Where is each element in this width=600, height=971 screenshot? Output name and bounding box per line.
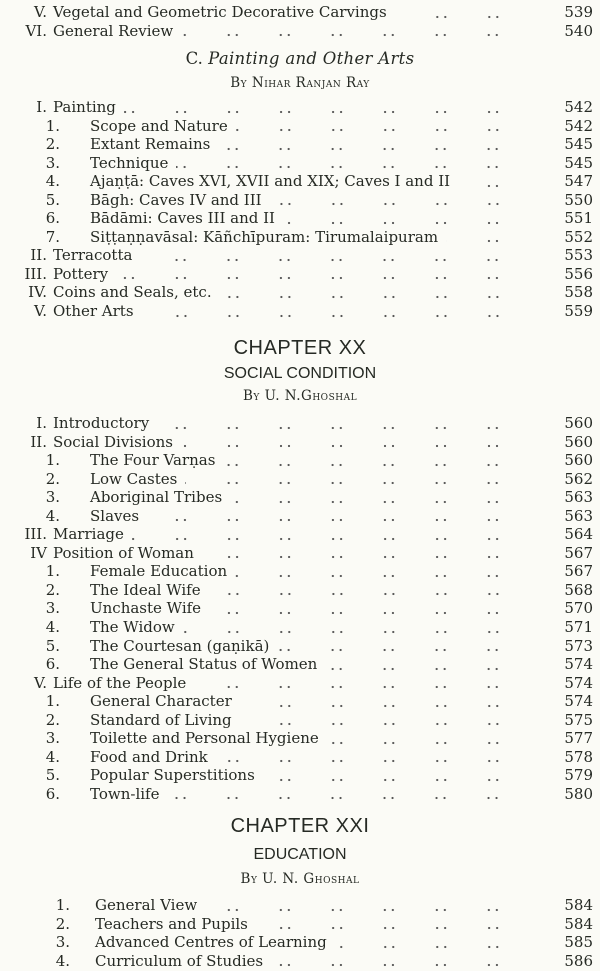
toc-entry <box>0 414 600 433</box>
page-number: 545 <box>564 153 593 172</box>
entry-title: Technique <box>90 153 169 172</box>
toc-entry <box>0 488 600 507</box>
toc-entry <box>0 302 600 321</box>
page-number: 547 <box>564 172 593 191</box>
entry-number: 1. <box>55 896 70 914</box>
entry-title: Ajaṇṭā: Caves XVI, XVII and XIX; Caves I and II <box>90 172 451 191</box>
toc-entry <box>0 507 600 526</box>
page-number: 542 <box>564 116 593 135</box>
toc-entry <box>0 618 600 637</box>
chapter-20-contents <box>0 414 600 803</box>
toc-entry <box>0 228 600 247</box>
dot-leader <box>270 191 537 210</box>
dot-leader <box>132 525 537 544</box>
chapter-21-byline: By U. N. Ghoshal <box>240 871 360 887</box>
page-number: 539 <box>564 3 593 21</box>
entry-title: The Four Varṇas <box>90 451 216 470</box>
toc-entry <box>0 915 600 934</box>
toc-entry <box>0 525 600 544</box>
entry-title: Coins and Seals, etc. <box>53 283 212 302</box>
section-title: Painting and Other Arts <box>208 49 415 68</box>
page-number: 545 <box>564 135 593 154</box>
entry-number: 2. <box>45 135 60 154</box>
entry-title: Advanced Centres of Learning <box>95 933 327 952</box>
entry-number: 6. <box>45 209 60 228</box>
toc-entry <box>0 22 600 41</box>
entry-number: 1. <box>45 562 60 581</box>
chapter-20-label: CHAPTER XX <box>233 337 367 359</box>
page-number: 550 <box>564 190 593 209</box>
toc-entry <box>0 896 600 915</box>
toc-entry <box>0 933 600 952</box>
toc-entry <box>0 655 600 674</box>
entry-number: V. <box>34 302 47 321</box>
entry-title: The Widow <box>90 618 175 637</box>
dot-leader <box>216 748 537 767</box>
toc-entry <box>0 637 600 656</box>
page-number: 574 <box>564 655 593 674</box>
toc-entry <box>0 154 600 173</box>
entry-number: II. <box>30 432 47 451</box>
dot-leader <box>167 785 537 804</box>
page-number: 556 <box>564 264 593 283</box>
entry-number: I. <box>36 414 47 432</box>
entry-title: General View <box>95 896 198 914</box>
entry-number: V. <box>34 3 47 21</box>
entry-title: Painting <box>53 98 116 116</box>
entry-title: Town-life <box>90 784 160 803</box>
toc-entry <box>0 265 600 284</box>
entry-title: Position of Woman <box>53 543 194 562</box>
entry-title: Toilette and Personal Hygiene <box>90 729 319 748</box>
entry-title: General Review <box>53 21 174 40</box>
entry-number: IV <box>30 543 47 562</box>
dot-leader <box>185 470 537 489</box>
toc-entry <box>0 562 600 581</box>
entry-title: The General Status of Women <box>90 655 318 674</box>
section-c-heading <box>0 49 600 68</box>
dot-leader <box>271 952 537 971</box>
page-number: 567 <box>564 543 593 562</box>
page-number: 570 <box>564 599 593 618</box>
dot-leader <box>263 766 537 785</box>
entry-title: Popular Superstitions <box>90 766 255 785</box>
entry-number: 2. <box>45 580 60 599</box>
toc-entry <box>0 283 600 302</box>
dot-leader <box>157 414 537 433</box>
entry-title: Female Education <box>90 562 228 581</box>
dot-leader <box>446 228 537 247</box>
entry-title: Standard of Living <box>90 710 232 729</box>
chapter-21-label: CHAPTER XXI <box>230 815 370 837</box>
entry-number: I. <box>36 98 47 116</box>
toc-entry <box>0 748 600 767</box>
section-c-contents <box>0 98 600 321</box>
dot-leader <box>395 3 537 22</box>
toc-entry <box>0 191 600 210</box>
page-number: 542 <box>564 98 593 116</box>
entry-number: 2. <box>55 914 70 933</box>
page-number: 560 <box>564 432 593 451</box>
toc-entry <box>0 599 600 618</box>
page-number: 574 <box>564 673 593 692</box>
entry-number: 1. <box>45 692 60 711</box>
section-b-tail <box>0 3 600 40</box>
entry-number: 5. <box>45 190 60 209</box>
entry-number: 5. <box>45 766 60 785</box>
toc-entry <box>0 451 600 470</box>
page-number: 540 <box>564 21 593 40</box>
entry-number: 4. <box>45 172 60 191</box>
entry-title: Terracotta <box>53 246 133 265</box>
page-number: 577 <box>564 729 593 748</box>
dot-leader <box>235 562 537 581</box>
page-number: 562 <box>564 469 593 488</box>
toc-entry <box>0 172 600 191</box>
entry-number: 2. <box>45 469 60 488</box>
dot-leader <box>183 618 537 637</box>
entry-title: Siṭṭaṇṇavāsal: Kāñchīpuram: Tirumalaipuram <box>90 227 439 246</box>
page-number: 585 <box>564 933 593 952</box>
dot-leader <box>181 22 537 41</box>
page-number: 558 <box>564 283 593 302</box>
toc-entry <box>0 98 600 117</box>
toc-entry <box>0 470 600 489</box>
dot-leader <box>176 154 537 173</box>
entry-number: 1. <box>45 116 60 135</box>
entry-title: General Character <box>90 692 232 711</box>
entry-title: The Ideal Wife <box>90 580 201 599</box>
section-c-byline: By Nihar Ranjan Ray <box>230 75 370 91</box>
page-number: 563 <box>564 506 593 525</box>
dot-leader <box>147 507 537 526</box>
dot-leader <box>202 544 537 563</box>
page-number: 584 <box>564 914 593 933</box>
dot-leader <box>327 729 537 748</box>
dot-leader <box>223 451 537 470</box>
entry-number: 6. <box>45 784 60 803</box>
entry-number: 4. <box>45 618 60 637</box>
chapter-20-byline: By U. N.Ghoshal <box>242 388 358 404</box>
dot-leader <box>458 172 537 191</box>
page-number: 580 <box>564 784 593 803</box>
entry-title: Unchaste Wife <box>90 599 202 618</box>
dot-leader <box>277 637 537 656</box>
toc-entry <box>0 674 600 693</box>
entry-number: IV. <box>28 283 47 302</box>
page-number: 553 <box>564 246 593 265</box>
page-number: 560 <box>564 451 593 470</box>
section-letter: C. <box>185 49 203 68</box>
page-number: 564 <box>564 525 593 544</box>
toc-entry <box>0 135 600 154</box>
toc-entry <box>0 711 600 730</box>
entry-title: Marriage <box>53 525 124 544</box>
toc-entry <box>0 952 600 971</box>
entry-title: Bāgh: Caves IV and III <box>90 190 262 209</box>
entry-title: Food and Drink <box>90 747 208 766</box>
entry-number: 3. <box>45 729 60 748</box>
dot-leader <box>283 209 537 228</box>
page-number: 559 <box>564 302 593 321</box>
entry-title: Social Divisions <box>53 432 173 451</box>
entry-title: The Courtesan (gaṇikā) <box>90 636 270 655</box>
page-number: 575 <box>564 710 593 729</box>
dot-leader <box>124 98 537 117</box>
chapter-21-title: EDUCATION <box>253 846 347 863</box>
page-number: 568 <box>564 580 593 599</box>
dot-leader <box>240 711 537 730</box>
page-number: 567 <box>564 562 593 581</box>
entry-title: Vegetal and Geometric Decorative Carvings <box>53 3 387 21</box>
entry-number: 4. <box>45 506 60 525</box>
toc-entry <box>0 581 600 600</box>
entry-number: V. <box>34 673 47 692</box>
page-number: 574 <box>564 692 593 711</box>
page-number: 551 <box>564 209 593 228</box>
dot-leader <box>218 135 537 154</box>
toc-entry <box>0 3 600 22</box>
dot-leader <box>209 581 537 600</box>
page-number: 586 <box>564 951 593 970</box>
entry-number: 4. <box>55 951 70 970</box>
dot-leader <box>205 896 537 915</box>
entry-number: 3. <box>45 488 60 507</box>
dot-leader <box>209 599 537 618</box>
entry-number: 3. <box>45 153 60 172</box>
dot-leader <box>240 692 537 711</box>
page-number: 563 <box>564 488 593 507</box>
dot-leader <box>142 302 537 321</box>
entry-title: Pottery <box>53 264 109 283</box>
entry-number: 7. <box>45 227 60 246</box>
dot-leader <box>194 674 537 693</box>
entry-title: Introductory <box>53 414 150 432</box>
entry-title: Extant Remains <box>90 135 211 154</box>
dot-leader <box>220 283 537 302</box>
entry-number: II. <box>30 246 47 265</box>
entry-title: Scope and Nature <box>90 116 228 135</box>
entry-number: 1. <box>45 451 60 470</box>
toc-entry <box>0 785 600 804</box>
entry-number: 5. <box>45 636 60 655</box>
toc-entry <box>0 209 600 228</box>
page-number: 571 <box>564 618 593 637</box>
page-number: 579 <box>564 766 593 785</box>
toc-entry <box>0 544 600 563</box>
page-number: 578 <box>564 747 593 766</box>
entry-title: Slaves <box>90 506 140 525</box>
page-number: 552 <box>564 227 593 246</box>
chapter-20-title: SOCIAL CONDITION <box>223 365 377 382</box>
toc-entry <box>0 433 600 452</box>
entry-number: 3. <box>55 933 70 952</box>
entry-title: Curriculum of Studies <box>95 951 264 970</box>
toc-entry <box>0 729 600 748</box>
dot-leader <box>181 433 537 452</box>
dot-leader <box>325 655 537 674</box>
entry-number: III. <box>24 264 47 283</box>
entry-number: 3. <box>45 599 60 618</box>
entry-number: 2. <box>45 710 60 729</box>
page-number: 584 <box>564 896 593 914</box>
dot-leader <box>230 488 537 507</box>
toc-entry <box>0 246 600 265</box>
toc-entry <box>0 117 600 136</box>
page-number: 573 <box>564 636 593 655</box>
entry-title: Life of the People <box>53 673 187 692</box>
entry-number: VI. <box>25 21 47 40</box>
dot-leader <box>116 265 537 284</box>
page-number: 560 <box>564 414 593 432</box>
entry-title: Teachers and Pupils <box>95 914 248 933</box>
entry-title: Other Arts <box>53 302 134 321</box>
dot-leader <box>236 117 537 136</box>
dot-leader <box>140 246 537 265</box>
dot-leader <box>335 933 537 952</box>
entry-title: Bādāmi: Caves III and II <box>90 209 275 228</box>
toc-entry <box>0 766 600 785</box>
entry-number: III. <box>24 525 47 544</box>
chapter-21-contents <box>0 896 600 970</box>
entry-number: 6. <box>45 655 60 674</box>
dot-leader <box>256 915 537 934</box>
entry-title: Low Castes <box>90 469 178 488</box>
entry-title: Aboriginal Tribes <box>90 488 223 507</box>
toc-entry <box>0 692 600 711</box>
entry-number: 4. <box>45 747 60 766</box>
